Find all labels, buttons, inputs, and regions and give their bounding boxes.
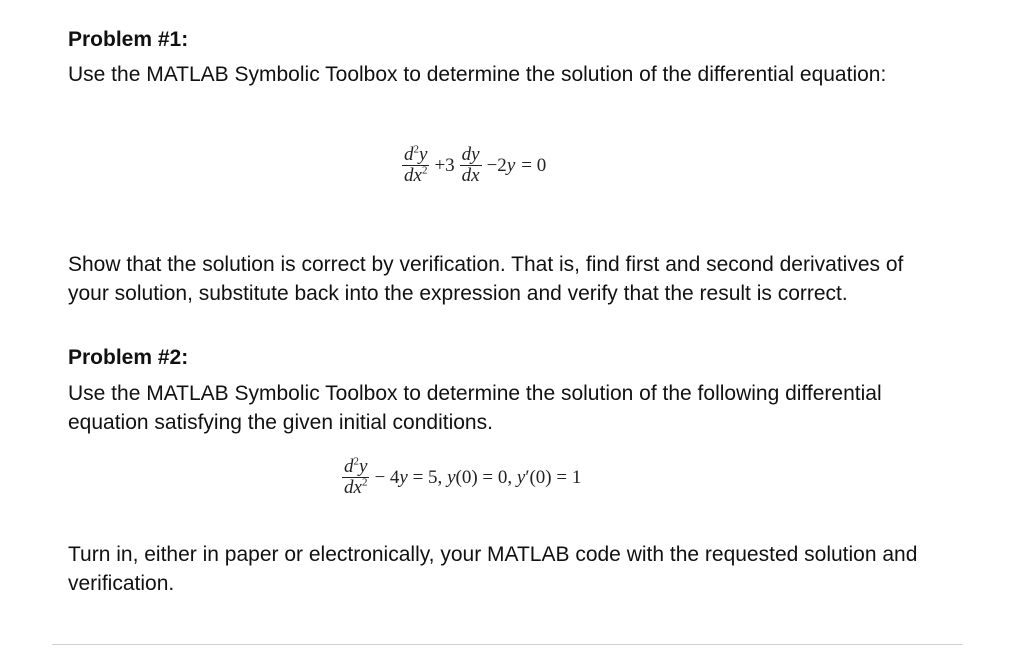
- bottom-divider: [52, 644, 963, 645]
- second-derivative-fraction: $\frac{d^2y}{dx^2}$: [344, 455, 368, 498]
- eq-term-minus2y: −2y: [486, 154, 516, 176]
- eq-equals-zero: = 0: [521, 154, 547, 176]
- problem-1-heading: Problem #1:: [68, 28, 189, 51]
- eq-term-plus3: +3: [434, 154, 455, 176]
- problem-1-verification: Show that the solution is correct by verification. That is, find first and second derivatives of your solution, substitute back into the expression and verify that the result is correct.: [68, 253, 904, 305]
- second-derivative-fraction: $\frac{d^2y}{dx^2}$: [404, 143, 428, 186]
- problem-2-equation: [340, 457, 584, 498]
- problem-2-heading: Problem #2:: [68, 346, 189, 369]
- problem-2-intro: Use the MATLAB Symbolic Toolbox to determine the solution of the following differential equation satisfying the given initial conditions.: [68, 382, 882, 434]
- problem-1-intro: Use the MATLAB Symbolic Toolbox to determine the solution of the differential equation:: [68, 63, 887, 86]
- eq-rhs-and-conditions: − 4y = 5, y(0) = 0, y′(0) = 1: [374, 466, 582, 488]
- problem-1-equation: [400, 145, 549, 186]
- first-derivative-fraction: $\frac{dy}{dx}$: [461, 144, 480, 186]
- submission-instructions: Turn in, either in paper or electronically, your MATLAB code with the requested solution and verification.: [68, 543, 918, 595]
